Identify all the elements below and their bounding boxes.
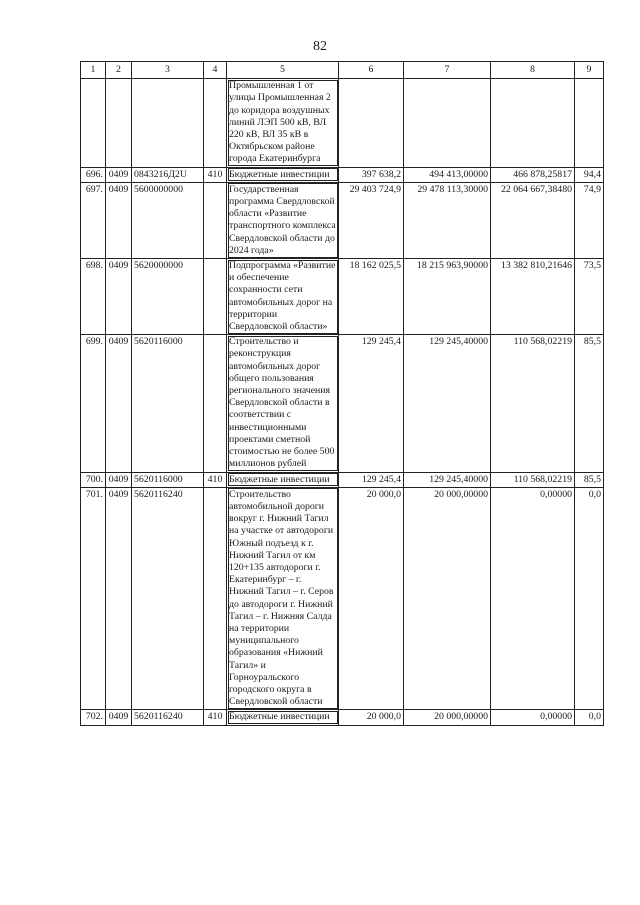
cell-amount-approved: 20 000,0 [339, 710, 404, 725]
cell-name: Подпрограмма «Развитие и обеспечение сохранности сети автомобильных дорог на территории Свердловской области» [227, 259, 339, 335]
budget-table [80, 61, 604, 726]
cell-amount-planned: 20 000,00000 [404, 487, 491, 710]
header-cell: 2 [106, 62, 132, 79]
cell-name: Бюджетные инвестиции [227, 710, 339, 725]
cell-amount-planned: 29 478 113,30000 [404, 182, 491, 258]
cell-row-number: 698. [81, 259, 106, 335]
cell-percent: 85,5 [575, 472, 604, 487]
header-cell: 7 [404, 62, 491, 79]
cell-row-number: 699. [81, 335, 106, 472]
cell-target-code: 5600000000 [132, 182, 204, 258]
cell-amount-approved: 29 403 724,9 [339, 182, 404, 258]
cell-target-code: 5620116240 [132, 710, 204, 725]
table-row [81, 182, 604, 258]
cell-amount-executed: 0,00000 [491, 710, 575, 725]
header-cell: 4 [204, 62, 227, 79]
header-cell: 5 [227, 62, 339, 79]
cell-amount-executed: 13 382 810,21646 [491, 259, 575, 335]
cell-amount-executed: 22 064 667,38480 [491, 182, 575, 258]
cell-row-number: 700. [81, 472, 106, 487]
cell-percent: 74,9 [575, 182, 604, 258]
table-row [81, 259, 604, 335]
cell-target-code: 5620116240 [132, 487, 204, 710]
cell-name: Строительство и реконструкция автомобильных дорог общего пользования регионального значения Свердловской области в соответствии с инвестиционными проектами сметной стоимостью не более 500 миллионов рублей [227, 335, 339, 472]
header-cell: 8 [491, 62, 575, 79]
cell-percent: 0,0 [575, 710, 604, 725]
cell-percent: 94,4 [575, 167, 604, 182]
cell-amount-approved: 129 245,4 [339, 472, 404, 487]
cell-expense-type: 410 [204, 167, 227, 182]
cell-name: Бюджетные инвестиции [227, 472, 339, 487]
cell-amount-approved: 129 245,4 [339, 335, 404, 472]
cell-amount-executed: 466 878,25817 [491, 167, 575, 182]
cell-expense-type [204, 335, 227, 472]
cell-amount-planned: 129 245,40000 [404, 335, 491, 472]
cell-section: 0409 [106, 182, 132, 258]
cell-expense-type [204, 182, 227, 258]
cell-row-number: 697. [81, 182, 106, 258]
cell-row-number: 696. [81, 167, 106, 182]
page-number: 82 [313, 39, 327, 54]
cell-percent: 0,0 [575, 487, 604, 710]
cell-amount-approved: 20 000,0 [339, 487, 404, 710]
table-row [81, 472, 604, 487]
cell-section: 0409 [106, 335, 132, 472]
cell-expense-type [204, 259, 227, 335]
table-row-continuation [81, 79, 604, 167]
cell-target-code: 5620116000 [132, 472, 204, 487]
cell-section: 0409 [106, 487, 132, 710]
cell-amount-planned: 20 000,00000 [404, 710, 491, 725]
cell-row-number: 701. [81, 487, 106, 710]
cell-percent: 85,5 [575, 335, 604, 472]
cell-expense-type: 410 [204, 710, 227, 725]
cell-amount-planned: 18 215 963,90000 [404, 259, 491, 335]
cell-percent: 73,5 [575, 259, 604, 335]
cell-amount-approved: 18 162 025,5 [339, 259, 404, 335]
cell-section: 0409 [106, 259, 132, 335]
cell-expense-type [204, 487, 227, 710]
table-row [81, 487, 604, 710]
cell-name: Государственная программа Свердловской области «Развитие транспортного комплекса Свердловской области до 2024 года» [227, 182, 339, 258]
table-row [81, 167, 604, 182]
cell-name: Строительство автомобильной дороги вокруг г. Нижний Тагил на участке от автодороги Южный подъезд к г. Нижний Тагил от км 120+135 автодороги г. Екатеринбург – г. Нижний Тагил – г. Серов до автодороги г. Нижний Тагил – г. Нижняя Салда на территории муниципального образования «Нижний Тагил» и Горноуральского городского округа в Свердловской области [227, 487, 339, 710]
header-cell: 1 [81, 62, 106, 79]
cell-amount-executed: 0,00000 [491, 487, 575, 710]
cell-name: Промышленная 1 от улицы Промышленная 2 до коридора воздушных линий ЛЭП 500 кВ, ВЛ 220 кВ, ВЛ 35 кВ в Октябрьском районе города Екатеринбурга [227, 79, 339, 167]
cell-section: 0409 [106, 167, 132, 182]
header-cell: 6 [339, 62, 404, 79]
cell-amount-executed: 110 568,02219 [491, 335, 575, 472]
header-cell: 9 [575, 62, 604, 79]
header-row [81, 62, 604, 79]
cell-target-code: 5620116000 [132, 335, 204, 472]
cell-amount-planned: 494 413,00000 [404, 167, 491, 182]
cell-target-code: 0843216Д2U [132, 167, 204, 182]
header-cell: 3 [132, 62, 204, 79]
table-row [81, 335, 604, 472]
cell-target-code: 5620000000 [132, 259, 204, 335]
cell-amount-executed: 110 568,02219 [491, 472, 575, 487]
cell-expense-type: 410 [204, 472, 227, 487]
table-row [81, 710, 604, 725]
cell-row-number: 702. [81, 710, 106, 725]
cell-section: 0409 [106, 710, 132, 725]
cell-amount-planned: 129 245,40000 [404, 472, 491, 487]
cell-section: 0409 [106, 472, 132, 487]
cell-name: Бюджетные инвестиции [227, 167, 339, 182]
cell-amount-approved: 397 638,2 [339, 167, 404, 182]
